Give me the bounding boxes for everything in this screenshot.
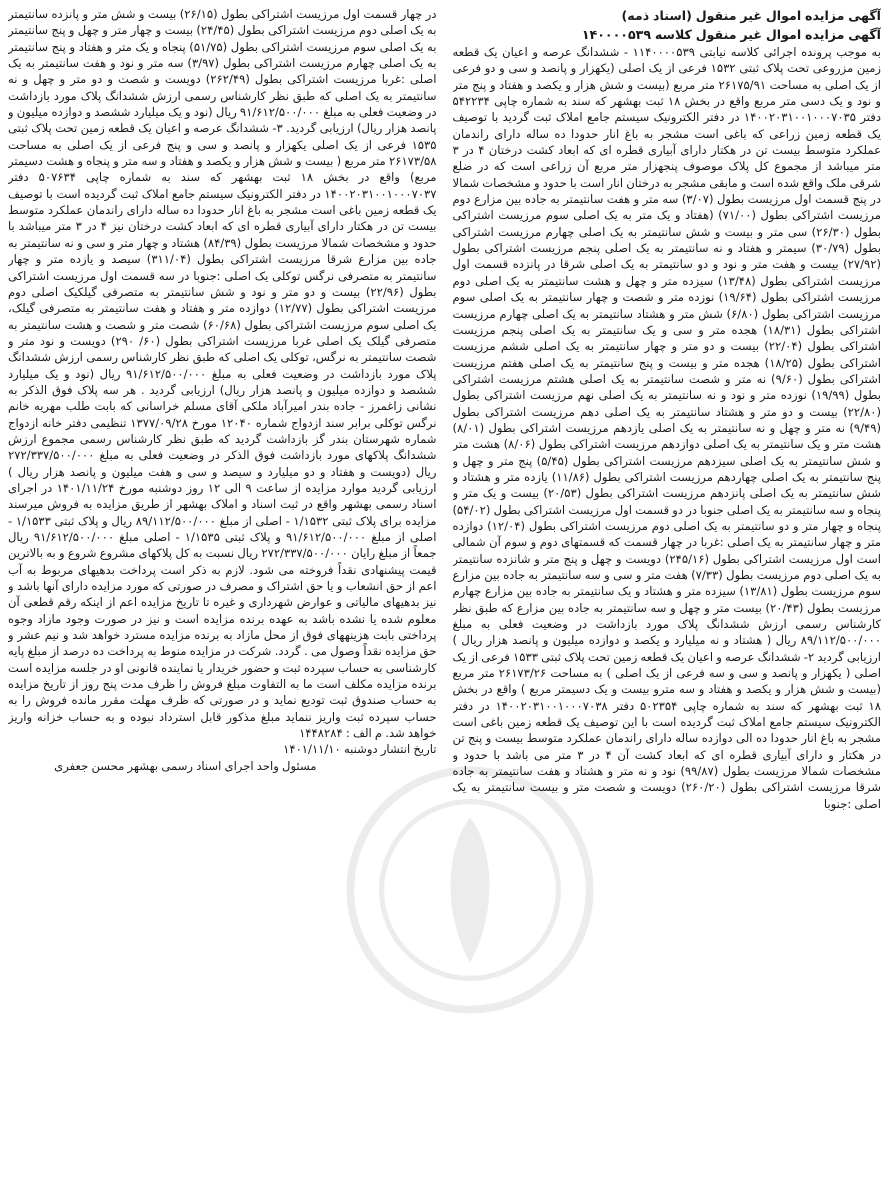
publish-date: تاریخ انتشار دوشنبه ۱۴۰۱/۱۱/۱۰	[283, 742, 437, 757]
left-column-body: در چهار قسمت اول مرزیست اشتراکی بطول (۲۶/۱۵) بیست و شش متر و پانزده سانتیمتر به یک اصلی دوم مرزیست اشتراکی بطول (۲۴/۴۵) بیست و چهار متر و چهل و پنج سانتیمتر به یک اصلی سوم مرزیست اشتراکی بطول (۵۱/۷۵) پنجاه و یک متر و هفتاد و پنج سانتیمتر به یک اصلی چهارم مرزیست اشتراکی بطول (۳/۹۷) سه متر و نود و هفت سانتیمتر به یک اصلی :غربا مرزیست اشتراکی بطول (۲۶۲/۴۹) دویست و شصت و دو متر و چهل و نه سانتیمتر به یک اصلی که طبق نظر کارشناس رسمی ارزش ششدانگ پلاک مورد بازداشت در وضعیت فعلی به مبلغ ۹۱/۶۱۲/۵۰۰/۰۰۰ ریال (نود و یک میلیارد ششصد و دوازده میلیون و پانصد هزار ریال) ارزیابی گردید. ۳- ششدانگ عرصه و اعیان یک قطعه زمین تحت پلاک ثبتی ۱۵۳۵ فرعی از یک اصلی یکهزار و پانصد و سی و پنج فرعی از یک اصلی به مساحت ۲۶۱۷۳/۵۸ متر مربع ( بیست و شش هزار و یکصد و هفتاد و سه متر و پنجاه و هشت دسیمتر مربع) واقع در بخش ۱۸ ثبت بهشهر که سند به شماره چاپی ۵۰۷۶۳۴ دفتر ۱۴۰۰۲۰۳۱۰۰۱۰۰۰۷۰۳۷ در دفتر الکترونیک سیستم جامع املاک ثبت گردیده است با توصیف یک قطعه زمین باغی است مشجر به باغ انار حدودا ده ساله دارای راندمان عملکرد متوسط بیست تن در هکتار دارای آبیاری قطره ای که ابعاد کشت درختان نیز ۴ در ۳ متر میباشد با حدود و مشخصات شمالا مرزیست بطول (۸۴/۳۹) هشتاد و چهار متر و سی و نه سانتیمتر به جاده بین مزارع شرقا مرزیست اشتراکی بطول (۳۱۱/۰۴) سیصد و یازده متر و چهار سانتیمتر به متصرفی نرگس توکلی یک اصلی :جنوبا در سه قسمت اول مرزیست اشتراکی بطول (۲۲/۹۶) بیست و دو متر و نود و شش سانتیمتر به متصرفی گیلکیک اصلی دوم مرزیست اشتراکی بطول (۱۲/۷۷) دوازده متر و هفتاد و هفت سانتیمتر به متصرفی گیلک، یک اصلی سوم مرزیست اشتراکی بطول (۶۰/۶۸) شصت متر و شصت و هشت سانتیمتر به متصرفی گیلک یک اصلی غربا مرزیست اشتراکی بطول (۶۰/ ۲۹۰) دویست و نود متر و شصت سانتیمتر به نرگس، توکلی یک اصلی که طبق نظر کارشناس رسمی ارزش ششدانگ پلاک مورد بازداشت در وضعیت فعلی به مبلغ ۹۱/۶۱۲/۵۰۰/۰۰۰ ریال (نود و یک میلیارد ششصد و دوازده میلیون و پانصد هزار ریال) ارزیابی گردید . هر سه پلاک فوق الذکر به نشانی زاغمرز - جاده بندر امیرآباد ملکی آقای مسلم خراسانی که بابت طلب مهریه خانم نرگس توکلی برابر سند ازدواج شماره ۱۲۰۴۰ مورخ ۱۳۷۷/۰۹/۲۸ تنظیمی دفتر خانه ازدواج شماره شهرستان بندر گز بازداشت گردید که طبق نظر کارشناس رسمی مجموع ارزش ششدانگ پلاکهای مورد بازداشت فوق الذکر در وضعیت فعلی به مبلغ ۲۷۲/۳۳۷/۵۰۰/۰۰۰ ریال (دویست و هفتاد و دو میلیارد و سیصد و سی و هفت میلیون و پانصد هزار ریال ) ارزیابی گردید موارد مزایده از ساعت ۹ الی ۱۲ روز دوشنبه مورخ ۱۴۰۱/۱۱/۲۴ در اجرای اسناد رسمی بهشهر واقع در ثبت اسناد و املاک بهشهر از طریق مزایده به فروش میرسند مزایده برای پلاک ثبتی ۱/۱۵۳۲ - اصلی از مبلغ ۸۹/۱۱۲/۵۰۰/۰۰۰ ریال و پلاک ثبتی ۱/۱۵۳۳ - اصلی از مبلغ ۹۱/۶۱۲/۵۰۰/۰۰۰ و پلاک ثبتی ۱/۱۵۳۵ - اصلی مبلغ ۹۱/۶۱۲/۵۰۰/۰۰۰ ریال جمعاً از مبلغ رایان ۲۷۲/۳۳۷/۵۰۰/۰۰۰ ریال نسبت به کل پلاکهای مشروع شروع و به بالاترین قیمت پیشنهادی نقداً فروخته می شود. لازم به ذکر است پرداخت بدهیهای مربوط به آب اعم از حق انشعاب و یا حق اشتراک و مصرف در صورتی که مورد مزایده دارای آنها باشد و نیز بدهیهای مالیاتی و عوارض شهرداری و غیره تا تاریخ مزایده اعم از اینکه رقم قطعی آن معلوم شده یا نشده باشد به عهده برنده مزایده است و نیز در صورت وجود مازاد وجوه پرداختی بابت هزینههای فوق از محل مازاد به برنده مزایده مسترد خواهد شد و نیم عشر و حق مزایده نقداً وصول می . گردد. شرکت در مزایده منوط به پرداخت ده درصد از مبلغ پایه کارشناسی به حساب سپرده ثبت و حضور خریدار یا نماینده قانونی او در جلسه مزایده است برنده مزایده مکلف است ما به التفاوت مبلغ فروش را ظرف مدت پنج روز از تاریخ مزایده به حساب صندوق ثبت تودیع نماید و در صورتی که ظرف مهلت مقرر مانده فروش را به حساب سپرده ثبت واریز ننماید مبلغ مذکور قابل استرداد نبوده و به حساب خزانه واریز خواهد شد. م الف : ۱۴۴۸۲۸۴	[8, 7, 437, 741]
notice-title-2: آگهی مزایده اموال غیر منقول کلاسه ۱۴۰۰۰۰۵۳۹	[581, 27, 881, 42]
notice-title-1: آگهی مزایده اموال غیر منقول (اسناد ذمه)	[621, 8, 881, 23]
right-column	[453, 6, 882, 1190]
notice-columns	[8, 6, 881, 1190]
right-column-body: به موجب پرونده اجرائی کلاسه نیابتی ۱۱۴۰۰۰۰۵۳۹ - ششدانگ عرصه و اعیان یک قطعه زمین مزروعی تحت پلاک ثبتی ۱۵۳۲ فرعی از یک اصلی (یکهزار و پانصد و سی و دو فرعی از یک اصلی به مساحت ۲۶۱۷۵/۹۱ متر مربع (بیست و شش هزار و یکصد و هفتاد و پنج متر و نود و یک دسی متر مربع واقع در بخش ۱۸ ثبت بهشهر که سند به شماره چاپی ۵۴۲۲۳۴ دفتر ۱۴۰۰۲۰۳۱۰۰۱۰۰۰۷۰۳۵ در دفتر الکترونیک سیستم جامع املاک ثبت گردید با توصیف یک قطعه زمین زراعی که باغی است مشجر به باغ انار حدودا ده ساله دارای راندمان عملکرد متوسط بیست تن در هکتار دارای آبیاری قطره ای که ابعاد کشت درختان ۴ در ۳ متر میباشد از مجموع کل پلاک موصوف پنجهزار متر مربع آن زراعی است که در ضلع شرقی ملک واقع شده است و مابقی مشجر به درختان انار است با حدود و مشخصات شمالا در پنج قسمت اول مرزیست بطول (۳/۰۷) سه متر و هفت سانتیمتر به جاده بین مزارع دوم مرزیست اشتراکی بطول (۷۱/۰۰) (هفتاد و یک متر به یک اصلی سوم مرزیست اشتراکی بطول (۲۶/۳۰) سی متر و بیست و شش سانتیمتر به یک اصلی چهارم مرزیست اشتراکی بطول (۳۰/۷۹) سیمتر و هفتاد و نه سانتیمتر به یک اصلی پنجم مرزیست اشتراکی بطول (۲۷/۹۲) بیست و هفت متر و نود و دو سانتیمتر به یک اصلی شرقا در پانزده قسمت اول مرزیست اشتراکی بطول (۱۳/۴۸) سیزده متر و چهل و هشت سانتیمتر به یک اصلی دوم مرزیست اشتراکی بطول (۱۹/۶۴) نوزده متر و شصت و چهار سانتیمتر به یک اصلی سوم مرزیست اشتراکی بطول (۶/۸۰) شش متر و هشتاد سانتیمتر به یک اصلی چهارم مرزیست اشتراکی بطول (۱۸/۳۱) هجده متر و سی و یک سانتیمتر به یک اصلی پنجم مرزیست اشتراکی بطول (۲۲/۰۴) بیست و دو متر و چهار سانتیمتر به یک اصلی ششم مرزیست اشتراکی بطول (۱۸/۲۵) هجده متر و بیست و پنج سانتیمتر به یک اصلی هفتم مرزیست اشتراکی بطول (۹/۶۰) نه متر و شصت سانتیمتر به یک اصلی هشتم مرزیست اشتراکی بطول (۱۹/۹۹) نوزده متر و نود و نه سانتیمتر به یک اصلی نهم مرزیست اشتراکی بطول (۲۲/۸۰) بیست و دو متر و هشتاد سانتیمتر به یک اصلی دهم مرزیست اشتراکی بطول (۹/۴۹) نه متر و چهل و نه سانتیمتر به یک اصلی یازدهم مرزیست اشتراکی بطول (۸/۰۱) هشت متر و یک سانتیمتر به یک اصلی دوازدهم مرزیست اشتراکی بطول (۸/۰۶) هشت متر و شش سانتیمتر به یک اصلی سیزدهم مرزیست اشتراکی بطول (۵/۴۵) پنج متر و چهل و پنج سانتیمتر به یک اصلی چهاردهم مرزیست اشتراکی بطول (۱۱/۸۶) یازده متر و هشتاد و شش سانتیمتر به یک اصلی پانزدهم مرزیست اشتراکی بطول (۲۰/۵۳) بیست و یک متر و پنجاه و سه سانتیمتر به یک اصلی جنوبا در دو قسمت اول مرزیست اشتراکی بطول (۵۴/۰۲) پنجاه و چهار متر و دو سانتیمتر به یک اصلی دوم مرزیست اشتراکی بطول (۱۲/۰۴) دوازده متر و چهار سانتیمتر به یک اصلی :غربا در چهار قسمت که قسمتهای دوم و سوم آن شمالی است اول مرزیست اشتراکی بطول (۲۴۵/۱۶) دویست و چهل و پنج متر و شانزده سانتیمتر به یک اصلی دوم مرزیست بطول (۷/۳۳) هفت متر و سی و سه سانتیمتر به جاده بین مزارع سوم مرزیست بطول (۱۳/۸۱) سیزده متر و هشتاد و یک سانتیمتر به جاده بین مزارع چهارم مرزیست بطول (۲۰/۴۳) بیست متر و چهل و سه سانتیمتر به جاده بین مزارع که طبق نظر کارشناس رسمی ارزش ششدانگ پلاک مورد بازداشت در وضعیت فعلی به مبلغ ۸۹/۱۱۲/۵۰۰/۰۰۰ ریال ( هشتاد و نه میلیارد و یکصد و دوازده میلیون و پانصد هزار ریال ) ارزیابی گردید ۲- ششدانگ عرصه و اعیان یک قطعه زمین تحت پلاک ثبتی ۱۵۳۳ فرعی از یک اصلی ( یکهزار و پانصد و سی و سه فرعی از یک اصلی ) به مساحت ۲۶۱۷۳/۲۶ متر مربع (بیست و شش هزار و یکصد و هفتاد و سه مترو بیست و یک دسیمتر مربع ) واقع در بخش ۱۸ ثبت بهشهر که سند به شماره چاپی ۵۰۲۳۵۴ دفتر ۱۴۰۰۲۰۳۱۰۰۱۰۰۰۷۰۳۸ در دفتر الکترونیک سیستم جامع املاک ثبت گردیده است با این توصیف یک قطعه زمین باغی است مشجر به باغ انار حدودا ده الی دوازده ساله دارای راندمان عملکرد متوسط بیست و پنج تن در هکتار و دارای آبیاری قطره ای که ابعاد کشت آن ۴ در ۳ متر می باشد با حدود و مشخصات شمالا مرزیست بطول (۹۹/۸۷) نود و نه متر و هشتاد و هفت سانتیمتر به جاده شرقا مرزیست اشتراکی بطول (۲۶۰/۲۰) دویست و شصت متر و بیست سانتیمتر به یک اصلی :جنوبا	[452, 45, 881, 811]
signature-line: مسئول واحد اجرای اسناد رسمی بهشهر محسن جعفری	[54, 758, 317, 773]
left-column	[8, 6, 437, 1190]
